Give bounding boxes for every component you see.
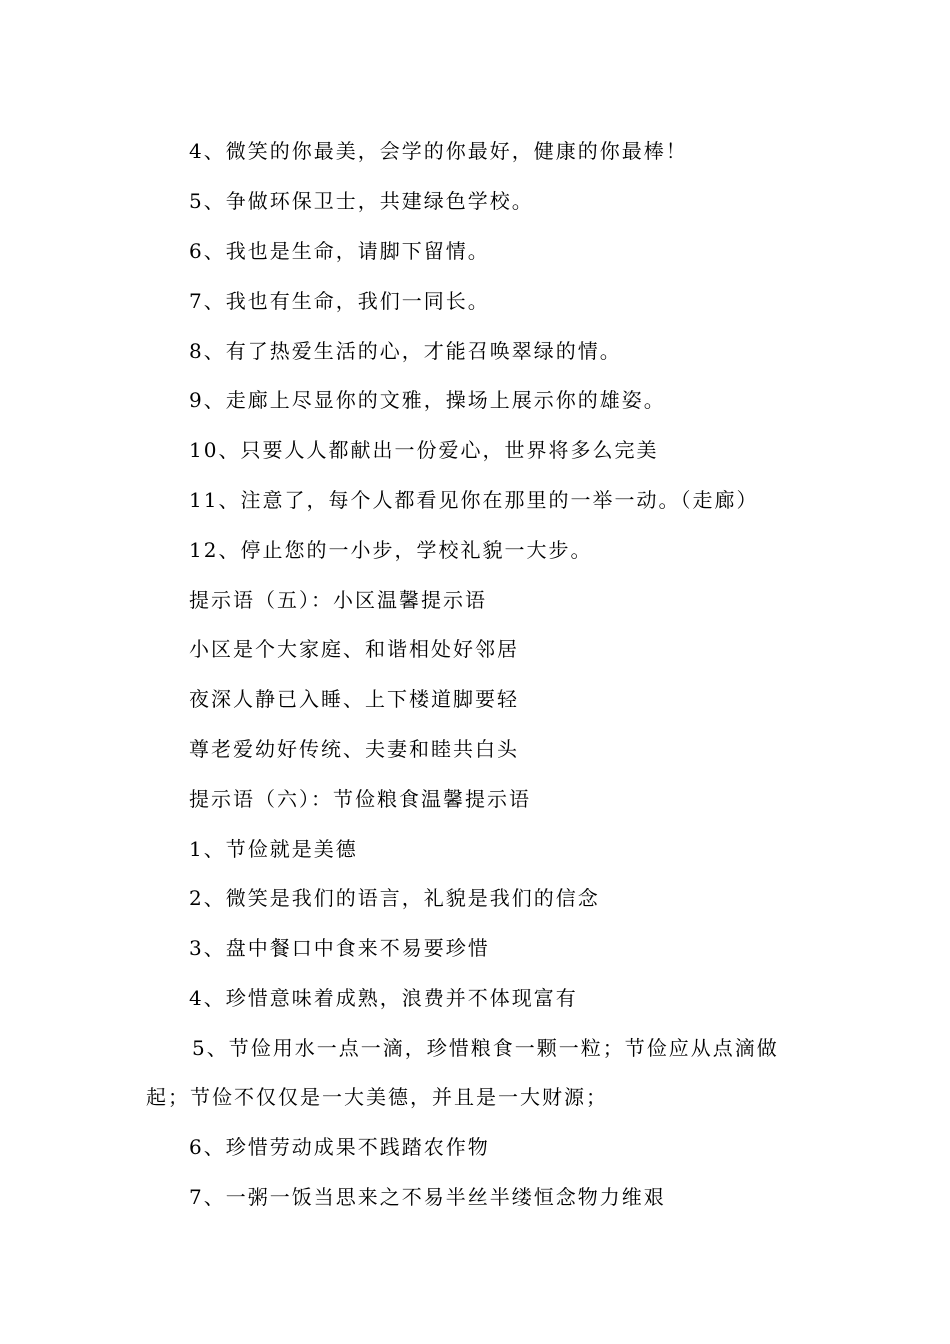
text-line: 夜深人静已入睡、上下楼道脚要轻 [189, 687, 519, 711]
text-line: 6、珍惜劳动成果不践踏农作物 [189, 1135, 490, 1159]
text-line: 小区是个大家庭、和谐相处好邻居 [189, 637, 519, 661]
text-line: 5、节俭用水一点一滴，珍惜粮食一颗一粒；节俭应从点滴做 [192, 1036, 779, 1060]
text-line: 11、注意了，每个人都看见你在那里的一举一动。（走廊） [189, 488, 759, 512]
text-line: 4、珍惜意味着成熟，浪费并不体现富有 [189, 986, 578, 1010]
section-heading: 提示语（五）：小区温馨提示语 [189, 588, 487, 612]
section-heading: 提示语（六）：节俭粮食温馨提示语 [189, 787, 531, 811]
text-line: 7、一粥一饭当思来之不易半丝半缕恒念物力维艰 [189, 1185, 666, 1209]
text-line-continuation: 起；节俭不仅仅是一大美德，并且是一大财源； [146, 1085, 608, 1109]
text-line: 7、我也有生命，我们一同长。 [189, 289, 490, 313]
text-line: 6、我也是生命，请脚下留情。 [189, 239, 490, 263]
text-line: 1、节俭就是美德 [189, 837, 358, 861]
text-line: 12、停止您的一小步，学校礼貌一大步。 [189, 538, 593, 562]
text-line: 10、只要人人都献出一份爱心，世界将多么完美 [189, 438, 659, 462]
text-line: 3、盘中餐口中食来不易要珍惜 [189, 936, 490, 960]
text-line: 9、走廊上尽显你的文雅，操场上展示你的雄姿。 [189, 388, 666, 412]
text-line: 4、微笑的你最美，会学的你最好，健康的你最棒！ [189, 139, 688, 163]
text-line: 8、有了热爱生活的心，才能召唤翠绿的情。 [189, 339, 622, 363]
text-line: 2、微笑是我们的语言，礼貌是我们的信念 [189, 886, 600, 910]
text-line: 5、争做环保卫士，共建绿色学校。 [189, 189, 534, 213]
text-line: 尊老爱幼好传统、夫妻和睦共白头 [189, 737, 519, 761]
